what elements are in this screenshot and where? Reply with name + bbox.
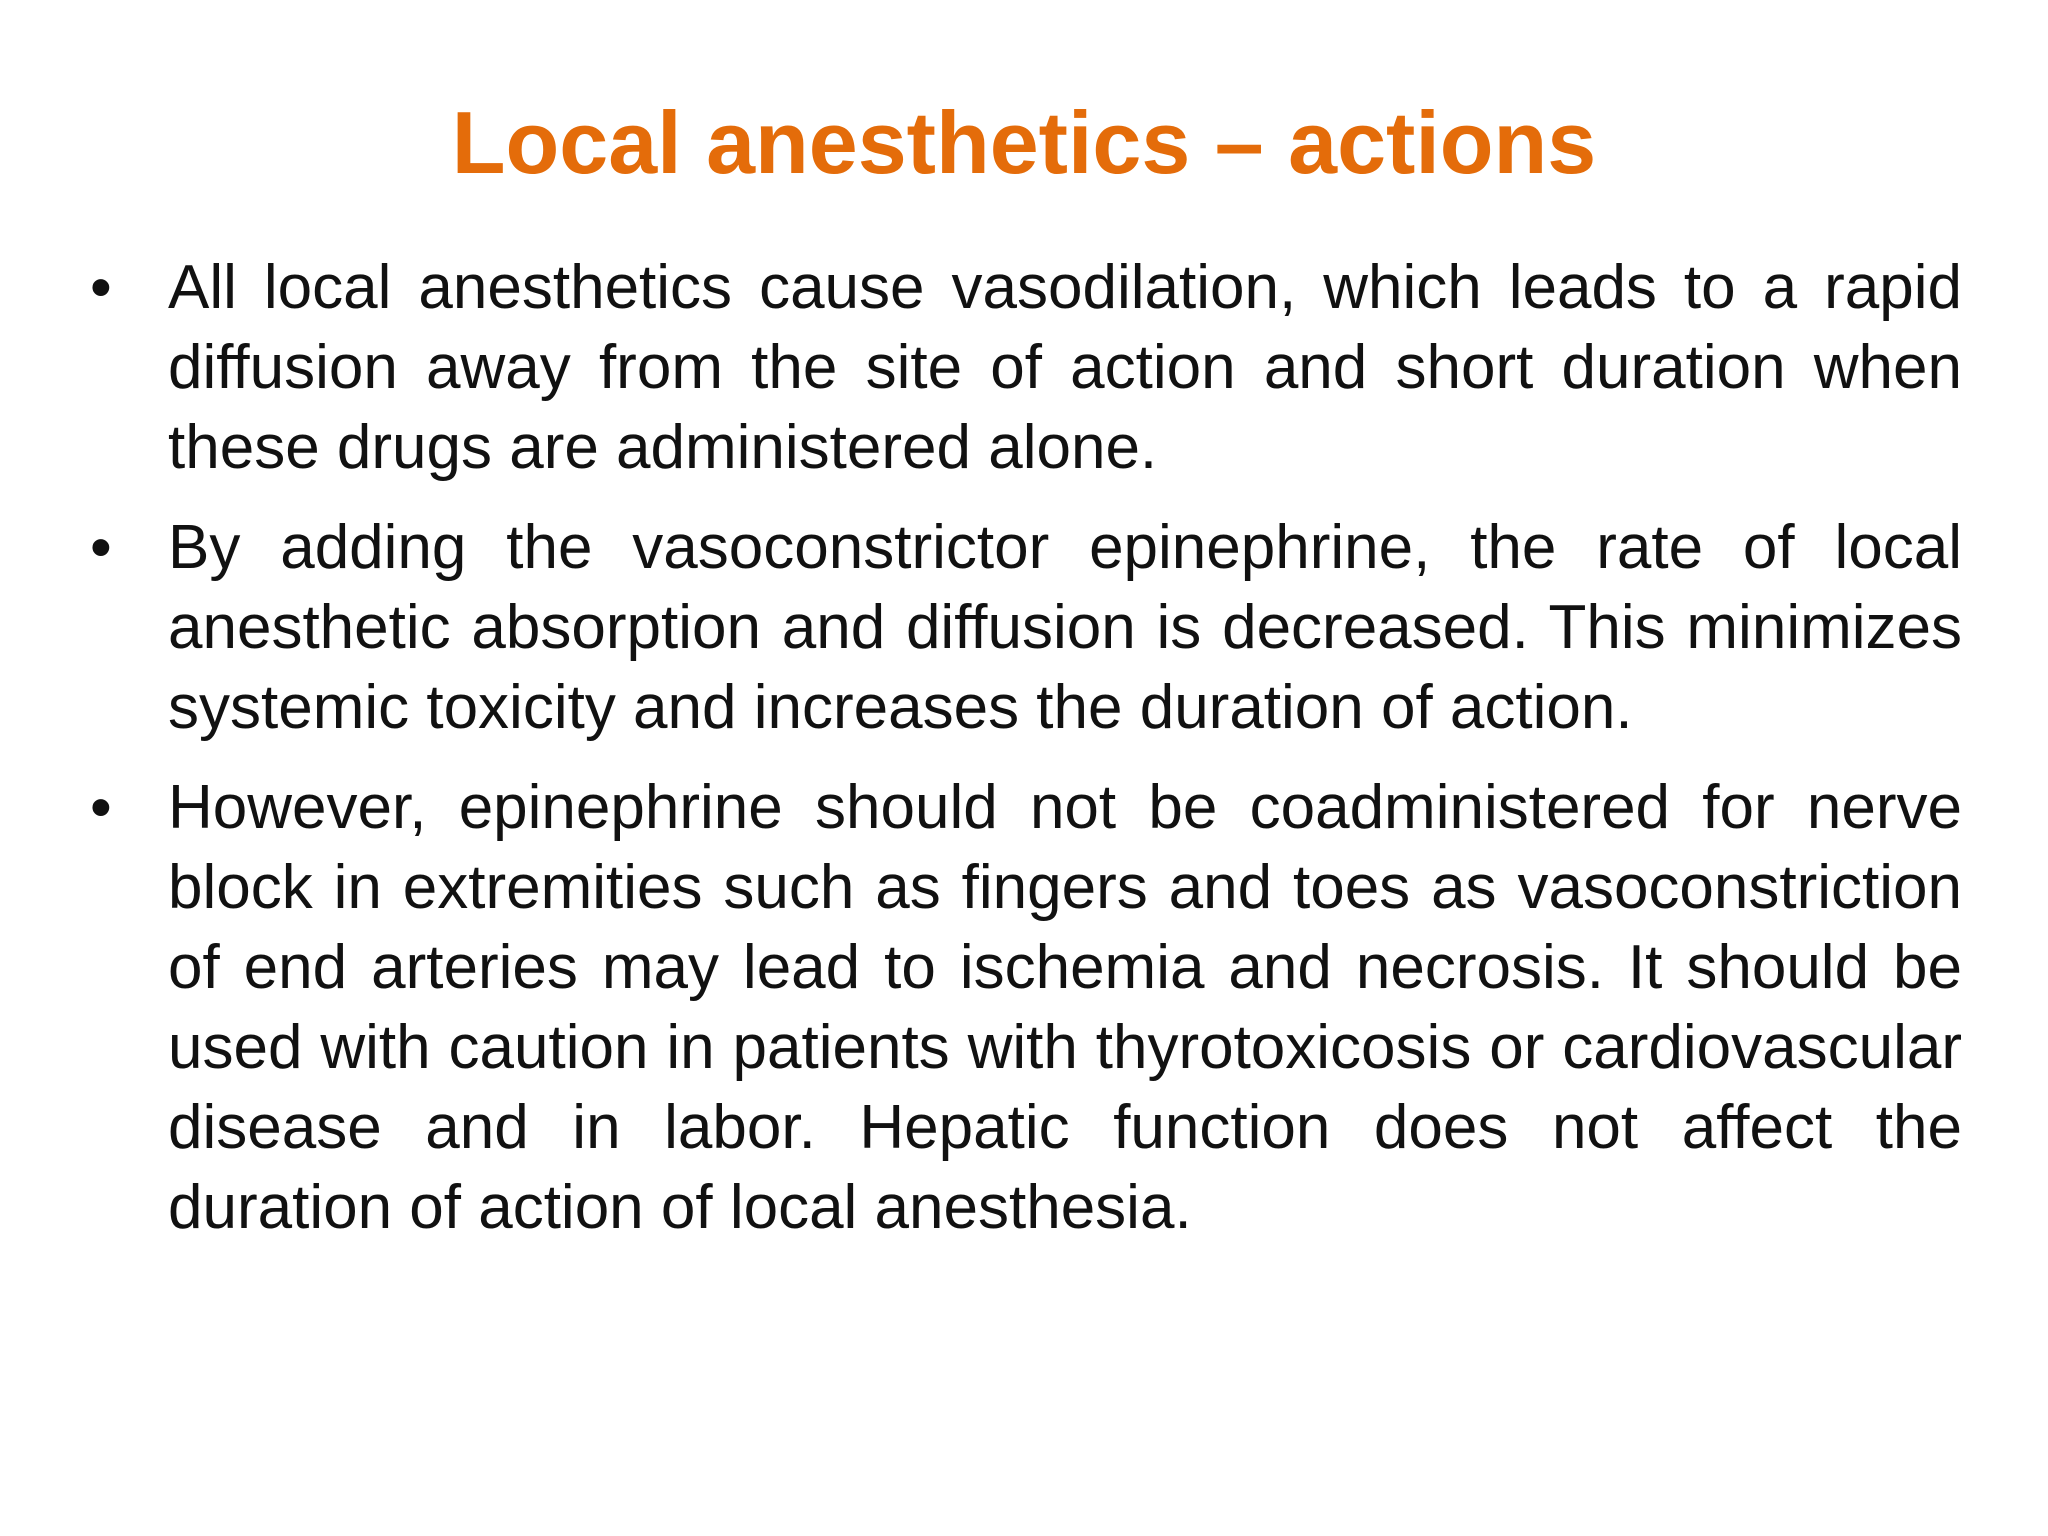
bullet-item [90,248,1962,488]
bullet-text: All local anesthetics cause vasodilation, which leads to a rapid diffusion away from the site of action and short duration when these drugs are administered alone. [168,253,1962,482]
bullet-item [90,768,1962,1248]
bullet-dot-icon: • [90,773,112,842]
bullet-item [90,508,1962,748]
slide-title: Local anesthetics – actions [451,93,1597,192]
bullet-dot-icon: • [90,513,112,582]
bullet-list [90,248,1962,1268]
bullet-text: By adding the vasoconstrictor epinephrine, the rate of local anesthetic absorption and diffusion is decreased. This minimizes systemic toxicity and increases the duration of action. [168,513,1962,742]
bullet-dot-icon: • [90,253,112,322]
bullet-text: However, epinephrine should not be coadministered for nerve block in extremities such as fingers and toes as vasoconstriction of end arteries may lead to ischemia and necrosis. It should be used with caution in patients with thyrotoxicosis or cardiovascular disease and in labor. Hepatic function does not affect the duration of action of local anesthesia. [168,773,1962,1242]
